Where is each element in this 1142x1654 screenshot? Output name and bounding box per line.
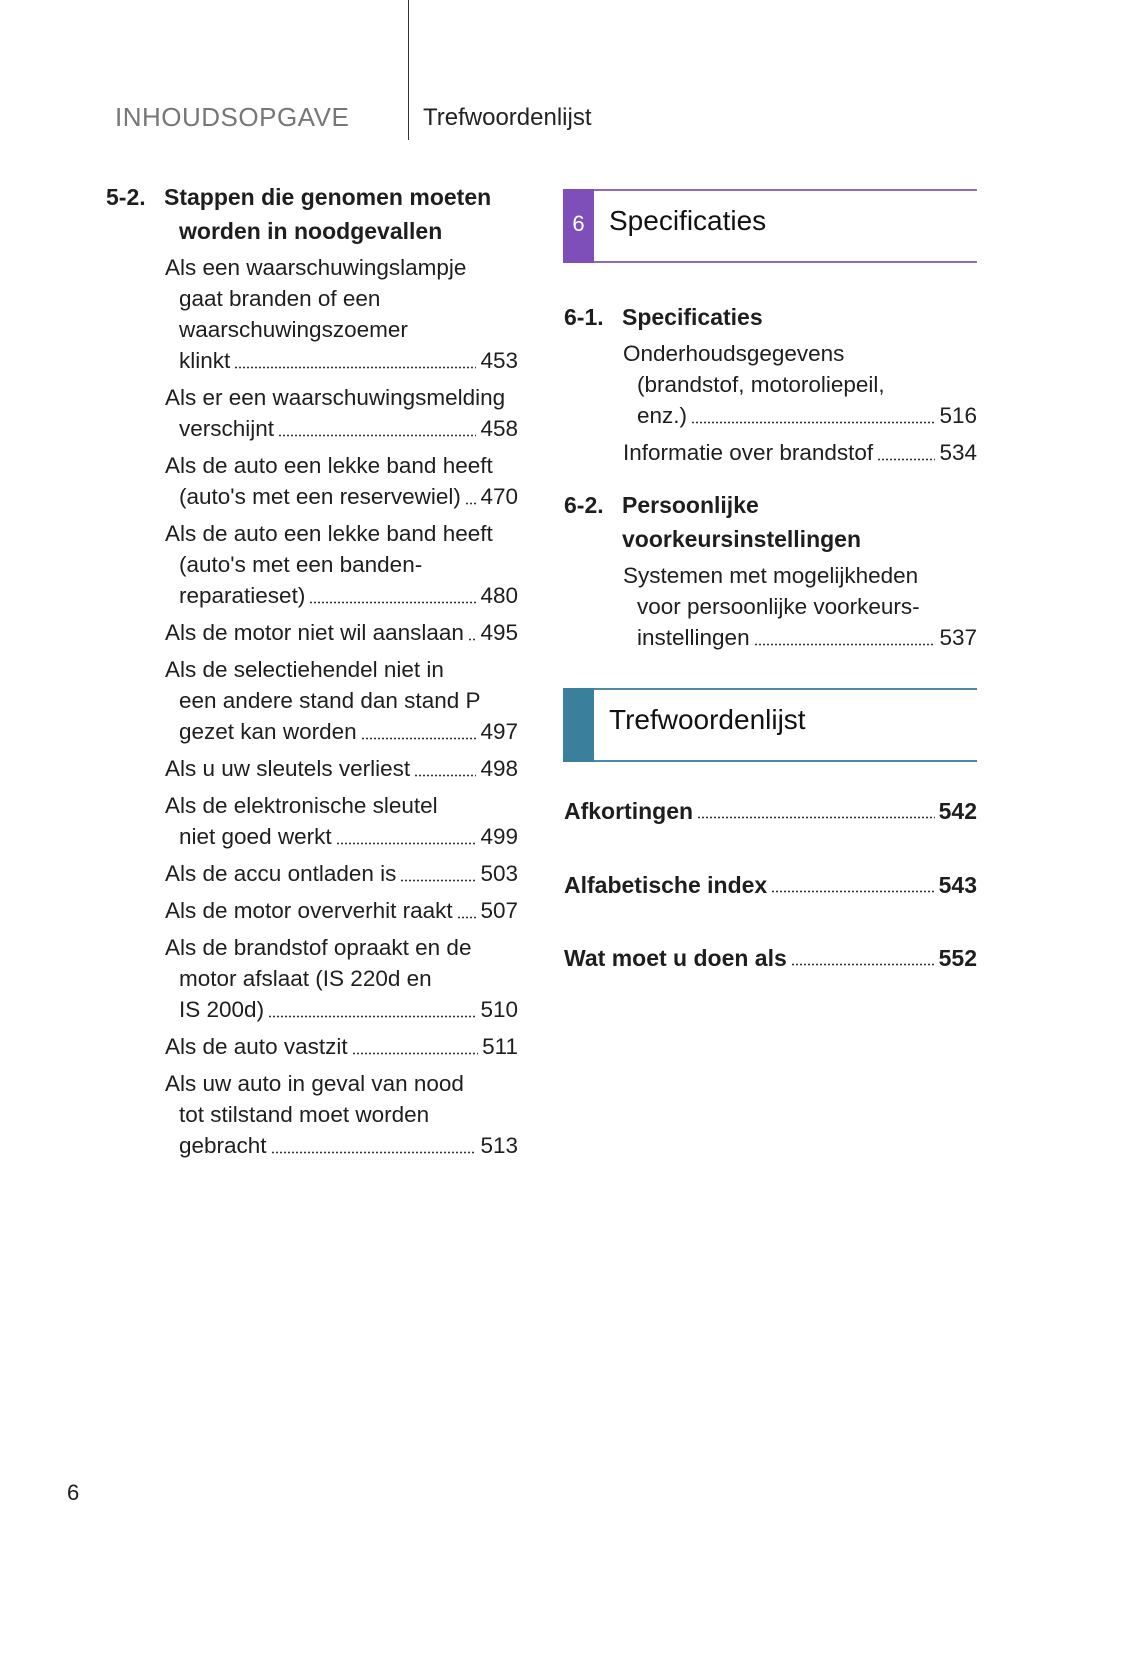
dot-leader xyxy=(468,638,477,641)
entry-text: Als u uw sleutels verliest xyxy=(165,756,411,781)
entry-page: 503 xyxy=(480,861,518,886)
index-item-alfabetische-index[interactable] xyxy=(564,872,977,899)
index-item-label: Alfabetische index xyxy=(564,872,768,898)
entry-text: Als de motor oververhit raakt xyxy=(165,898,453,923)
toc-entry[interactable] xyxy=(165,450,518,512)
entry-line xyxy=(165,858,518,889)
subsection-6-2 xyxy=(564,488,977,653)
header-divider xyxy=(408,0,409,140)
entry-text: enz.) xyxy=(637,403,688,428)
section-title xyxy=(164,180,491,248)
entry-text: instellingen xyxy=(637,625,750,650)
toc-entry[interactable] xyxy=(623,338,977,431)
entry-page: 495 xyxy=(480,620,518,645)
toc-entry[interactable] xyxy=(165,654,518,747)
index-item-page: 542 xyxy=(938,798,977,824)
section-title: Persoonlijke voorkeursinstellingen xyxy=(622,492,862,552)
section-title: Specificaties xyxy=(622,304,763,330)
entry-line: (auto's met een banden- xyxy=(179,552,423,577)
entry-line: Als de elektronische sleutel xyxy=(165,793,438,818)
entry-list xyxy=(165,252,518,1161)
index-tab xyxy=(563,688,594,762)
page-number: 6 xyxy=(67,1480,80,1505)
dot-leader xyxy=(336,842,477,845)
dot-leader xyxy=(268,1015,476,1018)
entry-page: 534 xyxy=(939,440,977,465)
entry-line: een andere stand dan stand P xyxy=(179,688,481,713)
subsection-6-1 xyxy=(564,300,977,468)
entry-line: motor afslaat (IS 220d en xyxy=(179,966,432,991)
toc-entry[interactable] xyxy=(165,895,518,926)
section-number: 6-2. xyxy=(564,492,604,518)
entry-line xyxy=(165,1031,518,1062)
entry-text: gezet kan worden xyxy=(179,719,357,744)
entry-line xyxy=(165,821,518,852)
entry-page: 498 xyxy=(480,756,518,781)
entry-line xyxy=(165,716,518,747)
section-heading[interactable] xyxy=(564,300,977,334)
entry-text: Als de motor niet wil aanslaan xyxy=(165,620,464,645)
entry-line: (brandstof, motoroliepeil, xyxy=(637,372,885,397)
entry-line: Als een waarschuwingslampje xyxy=(165,255,467,280)
chapter-6-banner[interactable] xyxy=(563,189,977,263)
right-column xyxy=(564,300,977,659)
entry-text: Informatie over brandstof xyxy=(623,440,874,465)
entry-page: 453 xyxy=(480,348,518,373)
toc-entry[interactable] xyxy=(165,518,518,611)
entry-text: Als de auto vastzit xyxy=(165,1034,348,1059)
index-item-page: 543 xyxy=(938,872,977,898)
section-number: 5-2. xyxy=(106,184,146,210)
entry-line: Systemen met mogelijkheden xyxy=(623,563,919,588)
dot-leader xyxy=(361,737,477,740)
toc-entry[interactable] xyxy=(165,932,518,1025)
index-item-page: 552 xyxy=(938,945,977,971)
toc-entry[interactable] xyxy=(165,753,518,784)
dot-leader xyxy=(271,1151,477,1154)
dot-leader xyxy=(457,916,477,919)
entry-line xyxy=(165,994,518,1025)
entry-text: (auto's met een reservewiel) xyxy=(179,484,461,509)
section-heading-5-2[interactable] xyxy=(106,180,518,248)
toc-entry[interactable] xyxy=(165,1031,518,1062)
entry-line xyxy=(623,437,977,468)
dot-leader xyxy=(352,1052,479,1055)
entry-page: 480 xyxy=(480,583,518,608)
dot-leader xyxy=(414,774,476,777)
entry-line xyxy=(165,753,518,784)
entry-line: Als uw auto in geval van nood xyxy=(165,1071,464,1096)
entry-page: 516 xyxy=(939,403,977,428)
entry-page: 458 xyxy=(480,416,518,441)
toc-entry[interactable] xyxy=(623,437,977,468)
index-title: Trefwoordenlijst xyxy=(609,704,806,735)
section-heading[interactable] xyxy=(564,488,977,556)
entry-line xyxy=(623,622,977,653)
toc-entry[interactable] xyxy=(165,858,518,889)
entry-page: 470 xyxy=(480,484,518,509)
entry-page: 497 xyxy=(480,719,518,744)
index-item-afkortingen[interactable] xyxy=(564,798,977,825)
entry-page: 510 xyxy=(480,997,518,1022)
section-title-line: Stappen die genomen moeten xyxy=(164,184,492,210)
dot-leader xyxy=(278,434,476,437)
entry-line xyxy=(165,617,518,648)
entry-page: 499 xyxy=(480,824,518,849)
dot-leader xyxy=(771,890,934,893)
entry-page: 507 xyxy=(480,898,518,923)
entry-line: voor persoonlijke voorkeurs- xyxy=(637,594,920,619)
entry-line: tot stilstand moet worden xyxy=(179,1102,430,1127)
dot-leader xyxy=(754,643,936,646)
entry-line xyxy=(165,580,518,611)
dot-leader xyxy=(791,963,935,966)
dot-leader xyxy=(697,816,935,819)
entry-text: reparatieset) xyxy=(179,583,306,608)
left-column xyxy=(106,180,518,1167)
entry-page: 537 xyxy=(939,625,977,650)
entry-line xyxy=(165,345,518,376)
entry-list xyxy=(623,338,977,468)
entry-line: Als de auto een lekke band heeft xyxy=(165,453,493,478)
entry-text: niet goed werkt xyxy=(179,824,332,849)
entry-text: IS 200d) xyxy=(179,997,265,1022)
entry-text: Als de accu ontladen is xyxy=(165,861,397,886)
dot-leader xyxy=(234,366,476,369)
entry-line xyxy=(165,413,518,444)
entry-line: Als de auto een lekke band heeft xyxy=(165,521,493,546)
dot-leader xyxy=(400,879,476,882)
entry-line xyxy=(165,481,518,512)
chapter-number-tab: 6 xyxy=(563,189,594,263)
section-number: 6-1. xyxy=(564,304,604,330)
header-subsection: Trefwoordenlijst xyxy=(423,104,592,131)
dot-leader xyxy=(465,502,477,505)
entry-line xyxy=(623,400,977,431)
entry-line: waarschuwingszoemer xyxy=(179,317,408,342)
dot-leader xyxy=(691,421,935,424)
entry-text: verschijnt xyxy=(179,416,275,441)
toc-entry[interactable] xyxy=(623,560,977,653)
entry-line xyxy=(165,895,518,926)
toc-entry[interactable] xyxy=(165,617,518,648)
toc-entry[interactable] xyxy=(165,252,518,376)
entry-text: klinkt xyxy=(179,348,231,373)
dot-leader xyxy=(877,458,935,461)
entry-line: Als er een waarschuwingsmelding xyxy=(165,385,506,410)
toc-entry[interactable] xyxy=(165,790,518,852)
toc-entry[interactable] xyxy=(165,1068,518,1161)
header-section: INHOUDSOPGAVE xyxy=(115,102,350,132)
entry-line: Onderhoudsgegevens xyxy=(623,341,845,366)
entry-line: gaat branden of een xyxy=(179,286,381,311)
index-item-wat-moet-u-doen-als[interactable] xyxy=(564,945,977,972)
section-title-line: worden in noodgevallen xyxy=(179,218,443,244)
index-banner[interactable] xyxy=(563,688,977,762)
entry-page: 511 xyxy=(482,1034,518,1059)
entry-line xyxy=(165,1130,518,1161)
chapter-title: Specificaties xyxy=(609,205,767,236)
entry-line: Als de selectiehendel niet in xyxy=(165,657,444,682)
entry-line: Als de brandstof opraakt en de xyxy=(165,935,472,960)
index-item-label: Wat moet u doen als xyxy=(564,945,787,971)
index-item-label: Afkortingen xyxy=(564,798,694,824)
toc-entry[interactable] xyxy=(165,382,518,444)
entry-text: gebracht xyxy=(179,1133,267,1158)
entry-page: 513 xyxy=(480,1133,518,1158)
dot-leader xyxy=(309,601,476,604)
entry-list xyxy=(623,560,977,653)
